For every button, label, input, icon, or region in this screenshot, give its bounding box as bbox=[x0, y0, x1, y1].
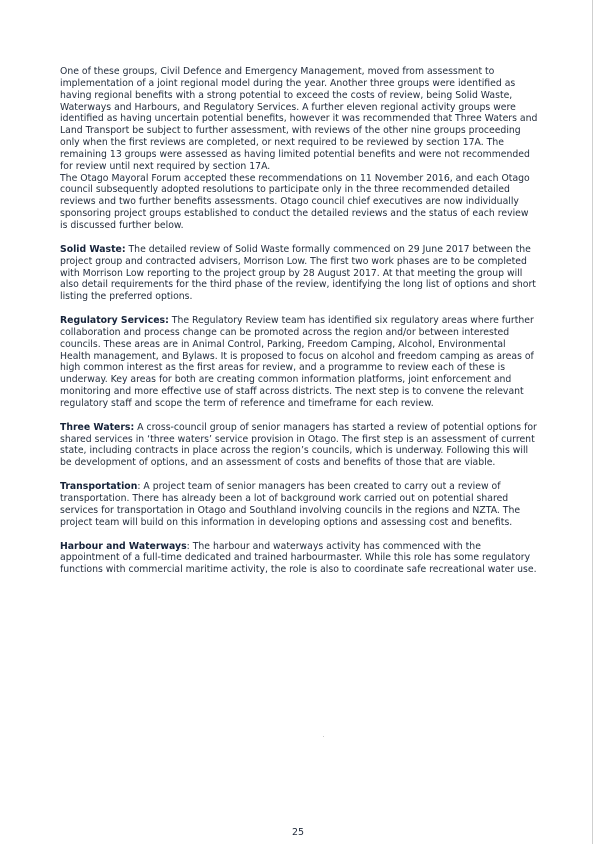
page-edge-divider bbox=[592, 0, 593, 844]
document-body bbox=[60, 66, 538, 588]
section-text: : A project team of senior managers has been created to carry out a review of transportation. There has already been a lot of background work carried out on potential shared services for transportation in Otago and Southland involving councils in the regions and NZTA. The project team will build on this information in developing options and assessing cost and benefits. bbox=[60, 481, 521, 528]
section-heading: Harbour and Waterways bbox=[60, 540, 187, 552]
scan-speck bbox=[323, 736, 324, 737]
section-text: The Regulatory Review team has identified six regulatory areas where further collaboration and process change can be promoted across the region and/or between interested councils. These areas are in Animal Control, Parking, Freedom Camping, Alcohol, Environmental Health management, and Bylaws. It is proposed to focus on alcohol and freedom camping as areas of high common interest as the first areas for review, and a programme to review each of these is underway. Key areas for both are creating common information platforms, joint enforcement and monitoring and more effective use of staff across districts. The next step is to convene the relevant regulatory staff and scope the term of reference and timeframe for each review. bbox=[60, 315, 534, 409]
section-heading: Solid Waste: bbox=[60, 243, 126, 255]
intro-paragraph-2: The Otago Mayoral Forum accepted these recommendations on 11 November 2016, and each Otago council subsequently adopted resolutions to participate only in the three recommended detailed reviews and two further benefits assessments. Otago council chief executives are now individually sponsoring project groups established to conduct the detailed reviews and the status of each review is discussed further below. bbox=[60, 172, 530, 231]
section-three-waters bbox=[60, 422, 538, 469]
section-heading: Regulatory Services: bbox=[60, 315, 169, 327]
section-text: : The harbour and waterways activity has commenced with the appointment of a full-time dedicated and trained harbourmaster. While this role has some regulatory functions with commercial maritime activity, the role is also to coordinate safe recreational water use. bbox=[60, 540, 537, 576]
section-text: The detailed review of Solid Waste formally commenced on 29 June 2017 between the project group and contracted advisers, Morrison Low. The first two work phases are to be completed with Morrison Low reporting to the project group by 28 August 2017. At that meeting the group will also detail requirements for the third phase of the review, identifying the long list of options and short listing the preferred options. bbox=[60, 243, 536, 303]
section-heading: Three Waters: bbox=[60, 421, 135, 433]
section-regulatory-services bbox=[60, 315, 538, 410]
intro-paragraph-1: One of these groups, Civil Defence and Emergency Management, moved from assessment to implementation of a joint regional model during the year. Another three groups were identified as having regional benefits with a strong potential to exceed the costs of review, being Solid Waste, Waterways and Harbours, and Regulatory Services. A further eleven regional activity groups were identified as having uncertain potential benefits, however it was recommended that Three Waters and Land Transport be subject to further assessment, with reviews of the other nine groups proceeding only when the first reviews are completed, or next required to be reviewed by section 17A. The remaining 13 groups were assessed as having limited potential benefits and were not recommended for review until next required by section 17A. bbox=[60, 66, 538, 172]
page-number: 25 bbox=[291, 827, 305, 838]
section-heading: Transportation bbox=[60, 481, 138, 493]
section-paragraph bbox=[60, 244, 538, 303]
section-solid-waste bbox=[60, 244, 538, 303]
section-transportation bbox=[60, 481, 538, 528]
section-text: A cross-council group of senior managers has started a review of potential options for shared services in ‘three waters’ service provision in Otago. The first step is an assessment of current state, including contracts in place across the region’s councils, which is underway. Following this will be development of options, and an assessment of costs and benefits of those that are viable. bbox=[60, 421, 537, 469]
section-harbour-and-waterways bbox=[60, 541, 538, 577]
section-paragraph bbox=[60, 315, 538, 410]
section-paragraph bbox=[60, 541, 538, 577]
section-paragraph bbox=[60, 481, 538, 528]
section-paragraph bbox=[60, 422, 538, 469]
